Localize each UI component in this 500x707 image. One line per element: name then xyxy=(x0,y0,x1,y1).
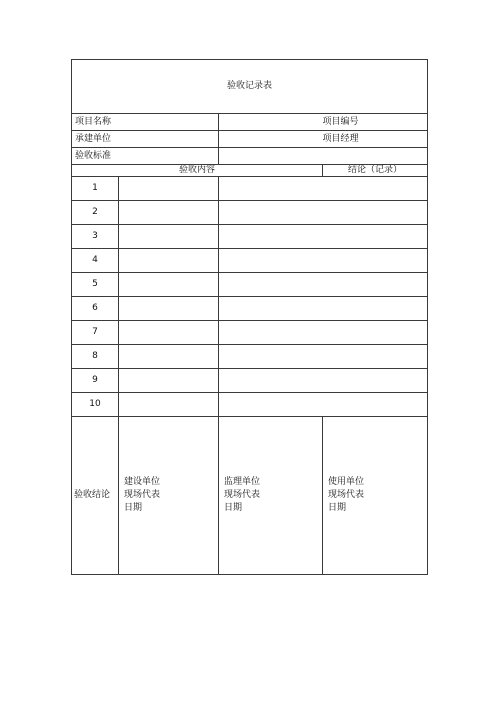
row-number: 3 xyxy=(72,225,119,249)
signoff-rep: 现场代表 xyxy=(224,490,261,500)
project-name-field[interactable] xyxy=(219,114,323,131)
table-row xyxy=(72,201,428,225)
content-cell[interactable] xyxy=(119,177,219,201)
signoff-block-construction[interactable] xyxy=(119,417,219,575)
row-number: 5 xyxy=(72,273,119,297)
conclusion-cell[interactable] xyxy=(219,369,428,393)
conclusion-column-header: 结论（记录） xyxy=(323,165,428,177)
standard-row xyxy=(72,148,428,165)
standard-field[interactable] xyxy=(219,148,428,165)
content-cell[interactable] xyxy=(119,201,219,225)
conclusion-cell[interactable] xyxy=(219,273,428,297)
conclusion-cell[interactable] xyxy=(219,321,428,345)
content-cell[interactable] xyxy=(119,345,219,369)
conclusion-cell[interactable] xyxy=(219,249,428,273)
table-row xyxy=(72,249,428,273)
contractor-field[interactable] xyxy=(219,131,323,148)
signoff-block-supervision[interactable] xyxy=(219,417,323,575)
row-number: 2 xyxy=(72,201,119,225)
signoff-date: 日期 xyxy=(124,503,143,513)
table-row xyxy=(72,369,428,393)
row-number: 8 xyxy=(72,345,119,369)
row-number: 7 xyxy=(72,321,119,345)
column-header-row xyxy=(72,165,428,177)
row-number: 9 xyxy=(72,369,119,393)
conclusion-cell[interactable] xyxy=(219,393,428,417)
content-cell[interactable] xyxy=(119,249,219,273)
content-cell[interactable] xyxy=(119,393,219,417)
form-title: 验收记录表 xyxy=(227,81,273,91)
table-row xyxy=(72,177,428,201)
contractor-row xyxy=(72,131,428,148)
table-row xyxy=(72,225,428,249)
title-row xyxy=(72,60,428,114)
signoff-block-user[interactable] xyxy=(323,417,428,575)
signoff-date: 日期 xyxy=(224,503,243,513)
project-code-label: 项目编号 xyxy=(323,114,428,131)
table-row xyxy=(72,297,428,321)
form-title-cell xyxy=(72,60,428,114)
standard-label: 验收标准 xyxy=(72,148,219,165)
signoff-unit: 使用单位 xyxy=(328,477,365,487)
conclusion-cell[interactable] xyxy=(219,225,428,249)
contractor-label: 承建单位 xyxy=(72,131,219,148)
signoff-rep: 现场代表 xyxy=(124,490,161,500)
signoff-label: 验收结论 xyxy=(72,417,119,575)
content-cell[interactable] xyxy=(119,297,219,321)
project-name-label: 项目名称 xyxy=(72,114,219,131)
row-number: 6 xyxy=(72,297,119,321)
content-cell[interactable] xyxy=(119,273,219,297)
project-manager-label: 项目经理 xyxy=(323,131,428,148)
row-number: 10 xyxy=(72,393,119,417)
conclusion-cell[interactable] xyxy=(219,201,428,225)
table-row xyxy=(72,393,428,417)
conclusion-cell[interactable] xyxy=(219,297,428,321)
project-name-row xyxy=(72,114,428,131)
row-number: 4 xyxy=(72,249,119,273)
table-row xyxy=(72,345,428,369)
table-row xyxy=(72,273,428,297)
content-column-header: 验收内容 xyxy=(72,165,323,177)
signoff-date: 日期 xyxy=(328,503,347,513)
acceptance-record-form xyxy=(71,59,427,580)
conclusion-cell[interactable] xyxy=(219,177,428,201)
signoff-row xyxy=(72,417,428,575)
row-number: 1 xyxy=(72,177,119,201)
signoff-unit: 监理单位 xyxy=(224,477,261,487)
conclusion-cell[interactable] xyxy=(219,345,428,369)
form-table xyxy=(71,59,428,575)
content-cell[interactable] xyxy=(119,369,219,393)
content-cell[interactable] xyxy=(119,225,219,249)
signoff-rep: 现场代表 xyxy=(328,490,365,500)
signoff-unit: 建设单位 xyxy=(124,477,161,487)
table-row xyxy=(72,321,428,345)
content-cell[interactable] xyxy=(119,321,219,345)
